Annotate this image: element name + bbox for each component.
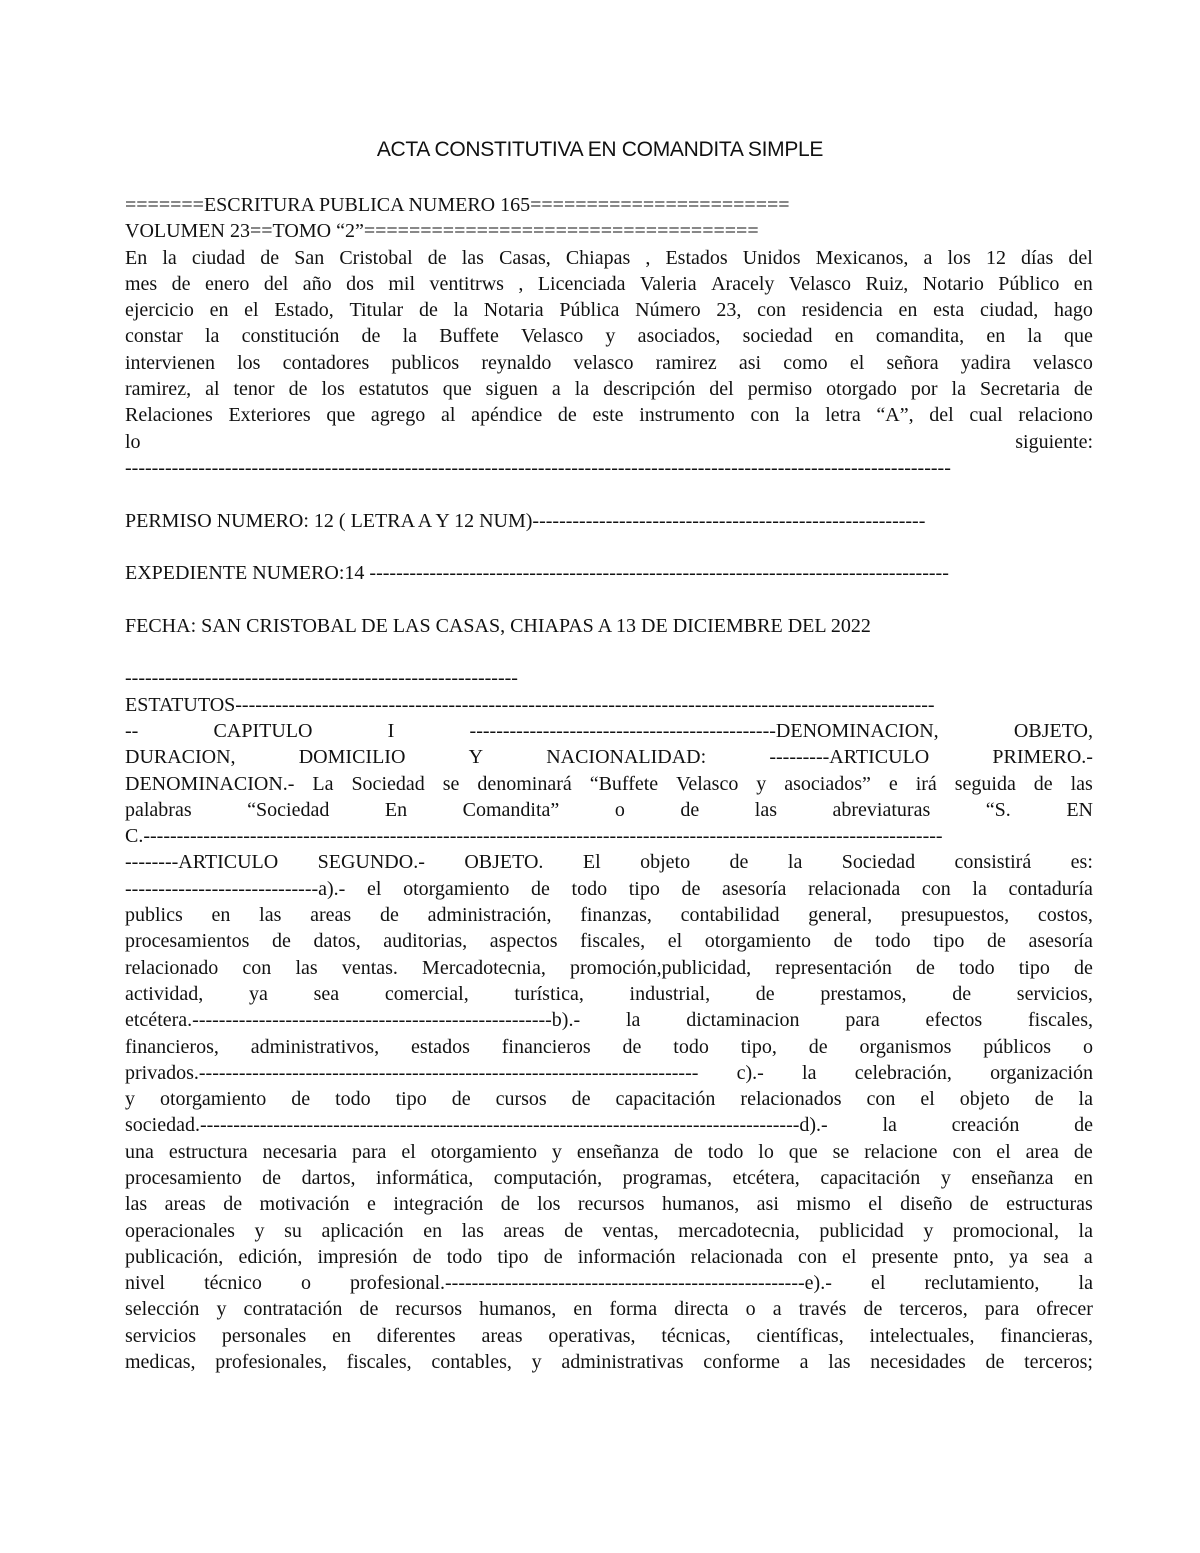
blank-line [125,586,1093,612]
text-line: DURACION, DOMICILIO Y NACIONALIDAD: ---------ARTICULO PRIMERO.- [125,746,1093,769]
document-body [125,192,1093,1375]
text-line: FECHA: SAN CRISTOBAL DE LAS CASAS, CHIAPAS A 13 DE DICIEMBRE DEL 2022 [125,614,871,637]
text-line: ramirez, al tenor de los estatutos que siguen a la descripción del permiso otorgado por la Secretaria de [125,378,1093,401]
text-line: En la ciudad de San Cristobal de las Casas, Chiapas , Estados Unidos Mexicanos, a los 12 días del [125,246,1093,269]
text-line: -----------------------------a).- el otorgamiento de todo tipo de asesoría relacionada con la contaduría [125,877,1093,900]
text-line: medicas, profesionales, fiscales, contables, y administrativas conforme a las necesidades de terceros; [125,1351,1093,1374]
text-line: -- CAPITULO I ----------------------------------------------DENOMINACION, OBJETO, [125,719,1093,742]
text-line: etcétera.------------------------------------------------------b).- la dictaminacion para efectos fiscales, [125,1009,1093,1032]
text-line: VOLUMEN 23==TOMO “2”=================================== [125,220,759,243]
text-line: --------ARTICULO SEGUNDO.- OBJETO. El objeto de la Sociedad consistirá es: [125,851,1093,874]
document-title: ACTA CONSTITUTIVA EN COMANDITA SIMPLE [376,138,824,161]
blank-line [125,639,1093,665]
text-line: privados.--------------------------------------------------------------------------- c).- la celebración, organización [125,1061,1093,1084]
text-line: Relaciones Exteriores que agrego al apéndice de este instrumento con la letra “A”, del cual relaciono [125,404,1093,427]
text-line: nivel técnico o profesional.------------------------------------------------------e).- el reclutamiento, la [125,1272,1093,1295]
text-line: publics en las areas de administración, finanzas, contabilidad general, presupuestos, costos, [125,904,1093,927]
text-line: palabras “Sociedad En Comandita” o de las abreviaturas “S. EN [125,798,1093,821]
text-line: sociedad.------------------------------------------------------------------------------------------d).- la creación de [125,1114,1093,1137]
text-line: =======ESCRITURA PUBLICA NUMERO 165======================= [125,194,790,216]
blank-line [125,481,1093,507]
text-line: procesamiento de dartos, informática, computación, programas, etcétera, capacitación y enseñanza en [125,1166,1093,1189]
text-line: C.------------------------------------------------------------------------------------------------------------------------ [125,825,943,848]
text-line: ---------------------------------------------------------------------------------------------------------------------------- [125,456,951,479]
text-line: servicios personales en diferentes areas operativas, técnicas, científicas, intelectuales, financieras, [125,1324,1093,1347]
text-line: EXPEDIENTE NUMERO:14 --------------------------------------------------------------------------------------- [125,562,949,585]
text-line: una estructura necesaria para el otorgamiento y enseñanza de todo lo que se relacione con el area de [125,1140,1093,1163]
text-line: relacionado con las ventas. Mercadotecnia, promoción,publicidad, representación de todo tipo de [125,956,1093,979]
text-line: intervienen los contadores publicos reynaldo velasco ramirez asi como el señora yadira velasco [125,351,1093,374]
text-line: ejercicio en el Estado, Titular de la Notaria Pública Número 23, con residencia en esta ciudad, hago [125,299,1093,322]
text-line: lo siguiente: [125,430,1093,453]
text-line: constar la constitución de la Buffete Velasco y asociados, sociedad en comandita, en la que [125,325,1093,348]
text-line: y otorgamiento de todo tipo de cursos de capacitación relacionados con el objeto de la [125,1088,1093,1111]
text-line: ----------------------------------------------------------- [125,667,518,690]
text-line: actividad, ya sea comercial, turística, industrial, de prestamos, de servicios, [125,982,1093,1005]
text-line: DENOMINACION.- La Sociedad se denominará “Buffete Velasco y asociados” e irá seguida de las [125,772,1093,795]
text-line: financieros, administrativos, estados financieros de todo tipo, de organismos públicos o [125,1035,1093,1058]
text-line: PERMISO NUMERO: 12 ( LETRA A Y 12 NUM)----------------------------------------------------------- [125,509,926,532]
text-line: mes de enero del año dos mil ventitrws , Licenciada Valeria Aracely Velasco Ruiz, Notario Público en [125,272,1093,295]
text-line: selección y contratación de recursos humanos, en forma directa o a través de terceros, para ofrecer [125,1298,1093,1321]
text-line: publicación, edición, impresión de todo tipo de información relacionada con el presente pnto, ya sea a [125,1245,1093,1268]
text-line: ESTATUTOS--------------------------------------------------------------------------------------------------------- [125,693,935,716]
blank-line [125,534,1093,560]
text-line: procesamientos de datos, auditorias, aspectos fiscales, el otorgamiento de todo tipo de asesoría [125,930,1093,953]
text-line: operacionales y su aplicación en las areas de ventas, mercadotecnia, publicidad y promocional, la [125,1219,1093,1242]
text-line: las areas de motivación e integración de los recursos humanos, asi mismo el diseño de estructuras [125,1193,1093,1216]
